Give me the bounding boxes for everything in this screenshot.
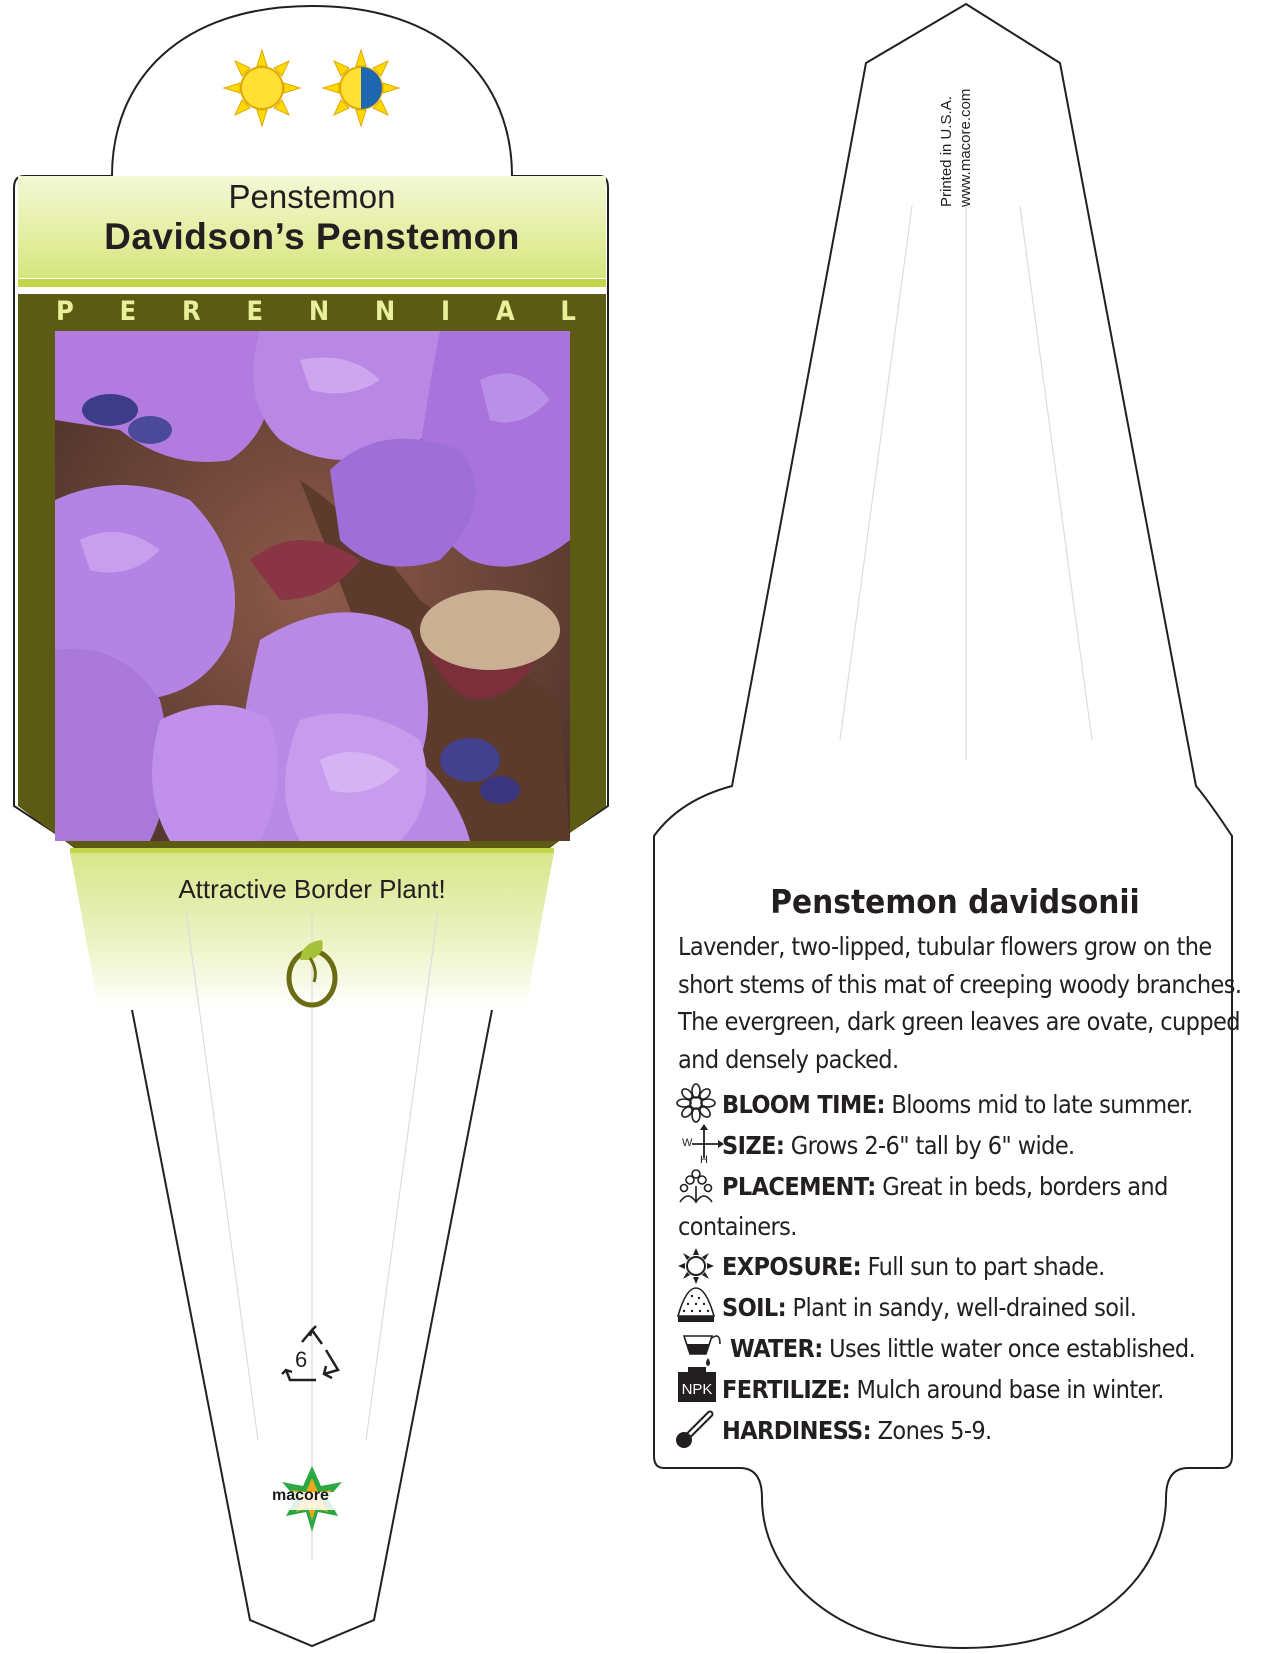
full-sun-icon xyxy=(224,50,300,126)
attr-fertilize xyxy=(722,1371,1164,1408)
attr-label: SOIL: xyxy=(722,1293,787,1322)
attr-value: Blooms mid to late summer. xyxy=(884,1090,1193,1119)
category-letter: A xyxy=(495,296,515,327)
category-letter: E xyxy=(246,296,264,327)
attr-water xyxy=(730,1330,1195,1367)
attr-soil xyxy=(722,1289,1136,1326)
attr-label: FERTILIZE: xyxy=(722,1375,851,1404)
category-letter: E xyxy=(119,296,137,327)
category-letter: N xyxy=(374,296,396,327)
attr-label: WATER: xyxy=(730,1334,823,1363)
sun-exposure-icon xyxy=(678,1248,714,1284)
attr-label: EXPOSURE: xyxy=(722,1252,862,1281)
common-name: Davidson’s Penstemon xyxy=(104,216,520,257)
size-icon-w: W xyxy=(682,1137,693,1149)
attr-value: Great in beds, borders and xyxy=(875,1172,1168,1201)
botanical-name: Penstemon davidsonii xyxy=(770,882,1140,921)
attr-bloom-time xyxy=(722,1086,1193,1123)
attr-placement-cont: containers. xyxy=(678,1212,797,1241)
attr-value: Zones 5-9. xyxy=(871,1416,992,1445)
attr-label: SIZE: xyxy=(722,1131,785,1160)
attr-label: BLOOM TIME: xyxy=(722,1090,885,1119)
printed-url: www.macore.com xyxy=(957,88,974,207)
category-letter: N xyxy=(308,296,330,327)
printed-country: Printed in U.S.A. xyxy=(938,96,955,207)
part-shade-icon xyxy=(323,50,399,126)
size-icon-h: H xyxy=(700,1154,708,1166)
attr-value: Full sun to part shade. xyxy=(861,1252,1105,1281)
plant-photo xyxy=(55,330,570,841)
attr-placement xyxy=(722,1168,1168,1205)
npk-icon-text: NPK xyxy=(681,1381,713,1398)
attr-hardiness xyxy=(722,1412,992,1449)
attr-label: HARDINESS: xyxy=(722,1416,872,1445)
attr-value: Plant in sandy, well-drained soil. xyxy=(786,1293,1137,1322)
category-letter: L xyxy=(560,296,576,327)
npk-icon xyxy=(678,1367,716,1402)
genus-name: Penstemon xyxy=(228,178,396,215)
category-label xyxy=(56,296,576,327)
lower-rule xyxy=(70,848,554,853)
attr-value: Uses little water once established. xyxy=(822,1334,1196,1363)
category-letter: P xyxy=(56,296,74,327)
attr-exposure xyxy=(722,1248,1105,1285)
attr-size xyxy=(722,1127,1075,1164)
title-rule xyxy=(18,279,606,287)
recycle-number: 6 xyxy=(295,1347,308,1372)
attr-value: Grows 2-6" tall by 6" wide. xyxy=(784,1131,1075,1160)
printed-info xyxy=(937,89,975,207)
brand-name: macore xyxy=(272,1487,329,1504)
attr-value: Mulch around base in winter. xyxy=(850,1375,1164,1404)
attr-label: PLACEMENT: xyxy=(722,1172,876,1201)
category-letter: R xyxy=(181,296,201,327)
category-letter: I xyxy=(441,296,451,327)
plant-description: Lavender, two-lipped, tubular flowers grow on the short stems of this mat of creeping woody branches. The evergreen, dark green leaves are ovate, cupped and densely packed. xyxy=(678,932,1242,1074)
tagline: Attractive Border Plant! xyxy=(178,874,446,904)
